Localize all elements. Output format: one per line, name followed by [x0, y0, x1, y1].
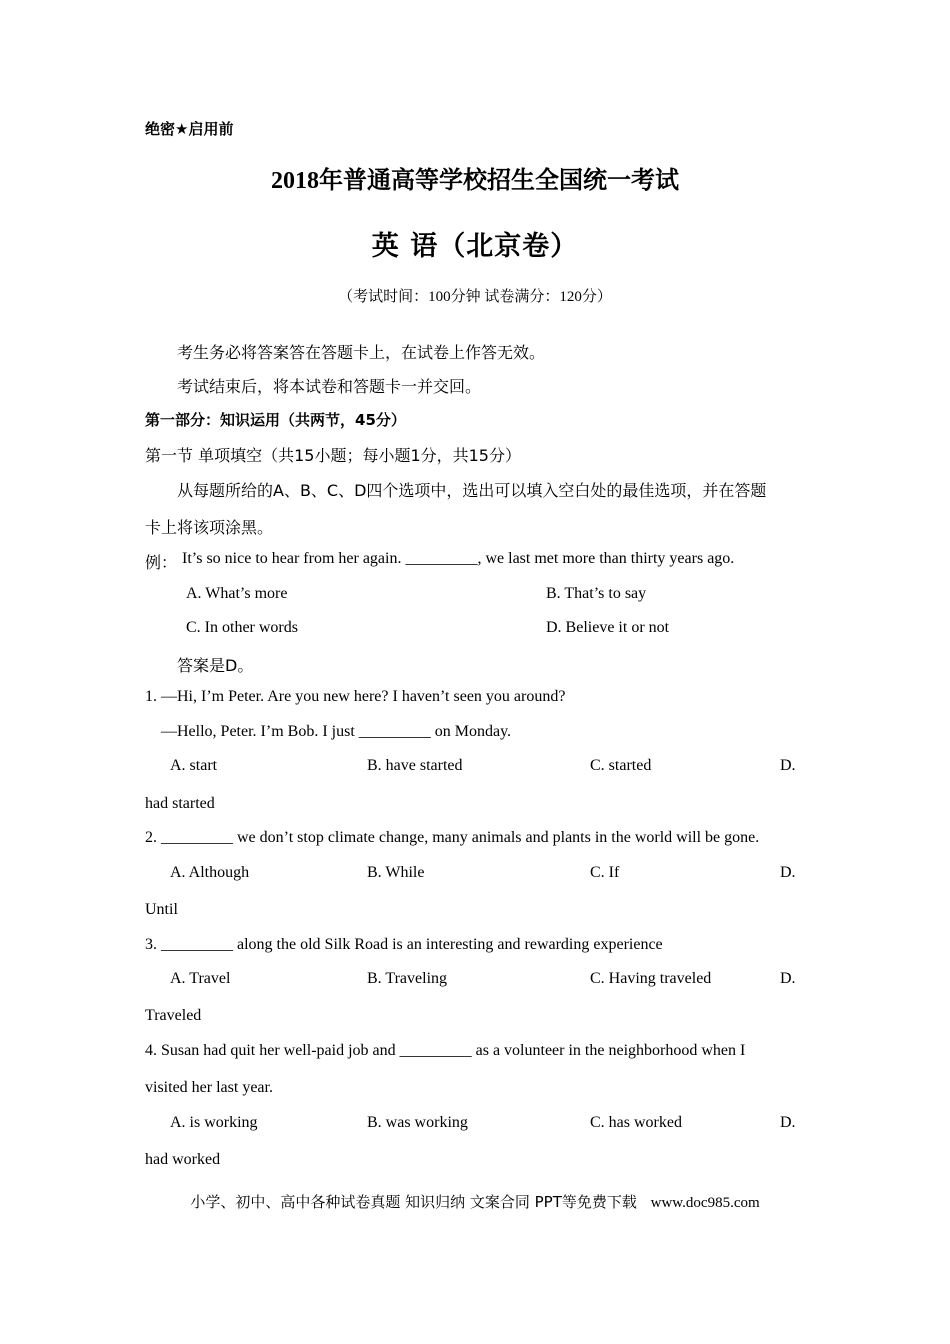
- example-option-d: D. Believe it or not: [546, 619, 670, 636]
- question-3-option-d-text: Traveled: [145, 1007, 202, 1024]
- question-2-option-b: B. While: [367, 864, 425, 881]
- note-line: 考生务必将答案答在答题卡上，在试卷上作答无效。: [177, 343, 546, 362]
- example-prefix: 例：: [145, 553, 178, 572]
- instruction-line: 卡上将该项涂黑。: [145, 518, 274, 537]
- question-4-option-d-text: had worked: [145, 1151, 221, 1168]
- question-2-option-d-text: Until: [145, 901, 178, 918]
- question-4-option-d: D.: [780, 1114, 796, 1131]
- question-1-option-d-text: had started: [145, 795, 215, 812]
- question-3-option-d: D.: [780, 970, 796, 987]
- note-line: 考试结束后，将本试卷和答题卡一并交回。: [177, 377, 482, 396]
- example-question: It’s so nice to hear from her again. _________, we last met more than thirty years ago.: [182, 550, 735, 567]
- subject-title: 英 语（北京卷）: [371, 231, 579, 262]
- example-option-b: B. That’s to say: [546, 585, 647, 602]
- question-2-option-a: A. Although: [170, 864, 250, 881]
- question-2-stem: 2. _________ we don’t stop climate change, many animals and plants in the world will be gone.: [145, 829, 760, 846]
- question-3-stem: 3. _________ along the old Silk Road is an interesting and rewarding experience: [145, 936, 663, 953]
- question-4-option-c: C. has worked: [590, 1114, 682, 1131]
- example-answer: 答案是D。: [177, 656, 254, 675]
- question-1-stem: 1. —Hi, I’m Peter. Are you new here? I haven’t seen you around?: [145, 688, 566, 705]
- question-4-stem-line2: visited her last year.: [145, 1079, 273, 1096]
- question-1-option-c: C. started: [590, 757, 652, 774]
- question-4-option-b: B. was working: [367, 1114, 468, 1131]
- classified-label: 绝密★启用前: [145, 120, 234, 138]
- exam-title: 2018年普通高等学校招生全国统一考试: [271, 168, 679, 194]
- question-1-option-d: D.: [780, 757, 796, 774]
- question-2-option-c: C. If: [590, 864, 620, 881]
- question-4-option-a: A. is working: [170, 1114, 258, 1131]
- question-3-option-c: C. Having traveled: [590, 970, 712, 987]
- part1-heading: 第一部分：知识运用（共两节，45分）: [145, 411, 406, 429]
- page-footer: [0, 1191, 950, 1212]
- instruction-line: 从每题所给的A、B、C、D四个选项中，选出可以填入空白处的最佳选项，并在答题: [177, 481, 767, 500]
- question-1-option-b: B. have started: [367, 757, 463, 774]
- question-1-option-a: A. start: [170, 757, 218, 774]
- example-option-a: A. What’s more: [186, 585, 288, 602]
- question-3-option-b: B. Traveling: [367, 970, 448, 987]
- footer-url[interactable]: www.doc985.com: [650, 1195, 760, 1211]
- question-1-stem-line2: —Hello, Peter. I’m Bob. I just _________ on Monday.: [161, 723, 512, 740]
- exam-info: （考试时间：100分钟 试卷满分：120分）: [338, 289, 612, 305]
- question-3-option-a: A. Travel: [170, 970, 231, 987]
- footer-text: 小学、初中、高中各种试卷真题 知识归纳 文案合同 PPT等免费下载: [190, 1193, 637, 1211]
- question-4-stem: 4. Susan had quit her well-paid job and _________ as a volunteer in the neighborhood when I: [145, 1042, 746, 1059]
- question-2-option-d: D.: [780, 864, 796, 881]
- example-option-c: C. In other words: [186, 619, 298, 636]
- section1-heading: 第一节 单项填空（共15小题；每小题1分，共15分）: [145, 446, 521, 465]
